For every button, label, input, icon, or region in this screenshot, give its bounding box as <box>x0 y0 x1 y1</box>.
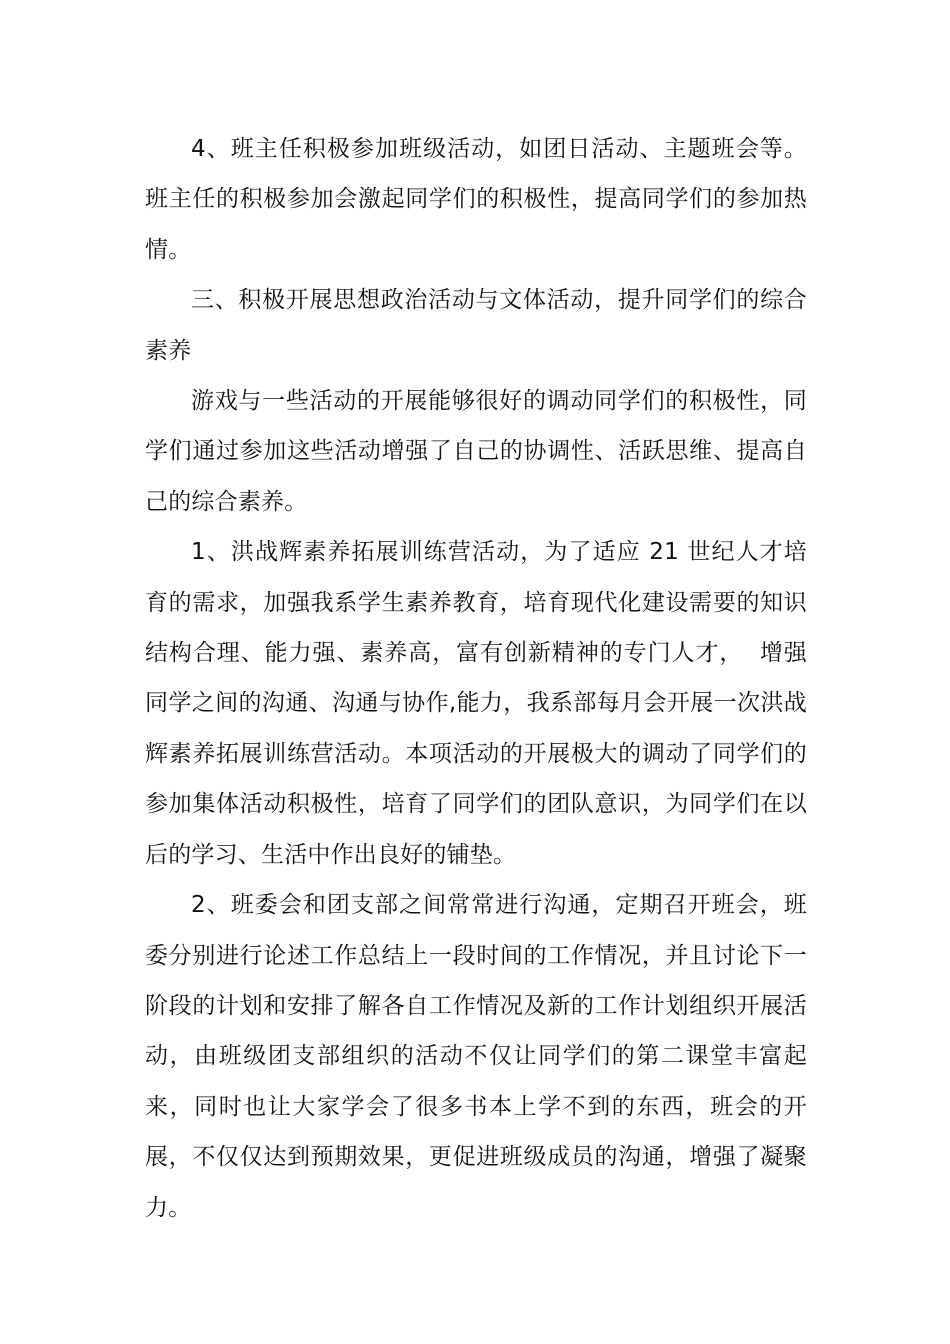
paragraph-training-camp: 1、洪战辉素养拓展训练营活动，为了适应 21 世纪人才培育的需求，加强我系学生素养教育，培育现代化建设需要的知识结构合理、能力强、素养高，富有创新精神的专门人才， 增强同学之间的沟通、沟通与协作,能力，我系部每月会开展一次洪战辉素养拓展训练营活动。本项活动的开展极大的调动了同学们的参加集体活动积极性，培育了同学们的团队意识，为同学们在以后的学习、生活中作出良好的铺垫。 <box>145 539 807 868</box>
paragraph-class-teacher-participation: 4、班主任积极参加班级活动，如团日活动、主题班会等。班主任的积极参加会激起同学们的积极性，提高同学们的参加热情。 <box>145 136 807 263</box>
section-heading-activities: 三、积极开展思想政治活动与文体活动，提升同学们的综合素养 <box>145 287 807 364</box>
document-body <box>145 124 807 1233</box>
paragraph-games-activities: 游戏与一些活动的开展能够很好的调动同学们的积极性，同学们通过参加这些活动增强了自己的协调性、活跃思维、提高自己的综合素养。 <box>145 388 807 515</box>
paragraph-class-committee: 2、班委会和团支部之间常常进行沟通，定期召开班会，班委分别进行论述工作总结上一段时间的工作情况，并且讨论下一阶段的计划和安排了解各自工作情况及新的工作计划组织开展活动，由班级团支部组织的活动不仅让同学们的第二课堂丰富起来，同时也让大家学会了很多书本上学不到的东西，班会的开展，不仅仅达到预期效果，更促进班级成员的沟通，增强了凝聚力。 <box>145 892 807 1221</box>
